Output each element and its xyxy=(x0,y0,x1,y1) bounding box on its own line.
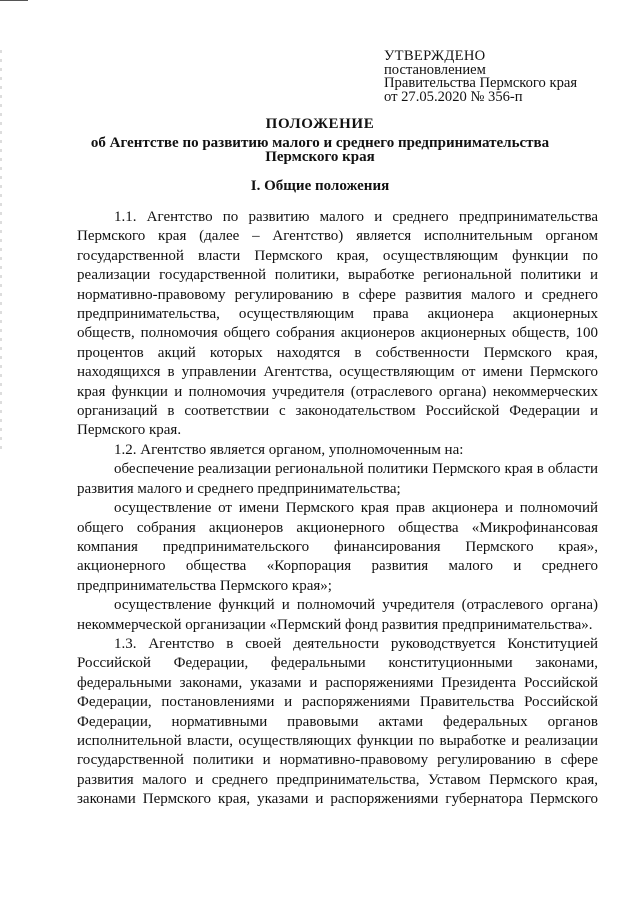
scan-artifact-top xyxy=(0,0,28,1)
approval-stamp xyxy=(384,50,577,104)
paragraph-1-2-item-2: осуществление от имени Пермского края прав акционера и полномочий общего собрания акционеров акционерного общества «Микрофинансовая компания предпринимательского финансирования Пермского края», акционерного общества «Корпорация развития малого и среднего предпринимательства Пермского края»; xyxy=(77,500,598,594)
approval-line-2: Правительства Пермского края xyxy=(384,75,578,91)
paragraph-1-2-item-3: осуществление функций и полномочий учредителя (отраслевого органа) некоммерческой организации «Пермский фонд развития предпринимательства». xyxy=(77,597,598,633)
section-heading: I. Общие положения xyxy=(250,178,390,194)
paragraph-1-1: 1.1. Агентство по развитию малого и среднего предпринимательства Пермского края (далее – Агентство) является исполнительным органом государственной власти Пермского края, осуществляющим функции по реализации государственной политики, выработке региональной политики и нормативно-правовому регулированию в сфере развития малого и среднего предпринимательства, осуществляющим права акционера акционерных обществ, полномочия общего собрания акционеров акционерных обществ, 100 процентов акций которых находятся в собственности Пермского края, находящихся в управлении Агентства, осуществляющим от имени Пермского края функции и полномочия учредителя (отраслевого органа) некоммерческих организаций в соответствии с законодательством Российской Федерации и Пермского края. xyxy=(77,209,598,439)
document-title: ПОЛОЖЕНИЕ xyxy=(265,116,375,132)
document-body xyxy=(77,208,598,810)
approval-line-1: постановлением xyxy=(384,61,486,78)
paragraph-1-2: 1.2. Агентство является органом, уполномоченным на: xyxy=(114,441,464,458)
scan-artifact-edge xyxy=(0,50,2,450)
document-subtitle: об Агентстве по развитию малого и среднего предпринимательства Пермского края xyxy=(90,135,550,165)
paragraph-1-2-item-1: обеспечение реализации региональной политики Пермского края в области развития малого и среднего предпринимательства; xyxy=(77,461,598,497)
approval-line-3: от 27.05.2020 № 356-п xyxy=(384,88,523,105)
paragraph-1-3: 1.3. Агентство в своей деятельности руководствуется Конституцией Российской Федерации, федеральными конституционными законами, федеральными законами, указами и распоряжениями Президента Российской Федерации, постановлениями и распоряжениями Правительства Российской Федерации, нормативными правовыми актами федеральных органов исполнительной власти, осуществляющих функции по выработке и реализации государственной политики и нормативно-правовому регулированию в сфере развития малого и среднего предпринимательства, Уставом Пермского края, законами Пермского края, указами и распоряжениями губернатора Пермского xyxy=(77,635,598,808)
approval-heading: УТВЕРЖДЕНО xyxy=(384,48,486,64)
